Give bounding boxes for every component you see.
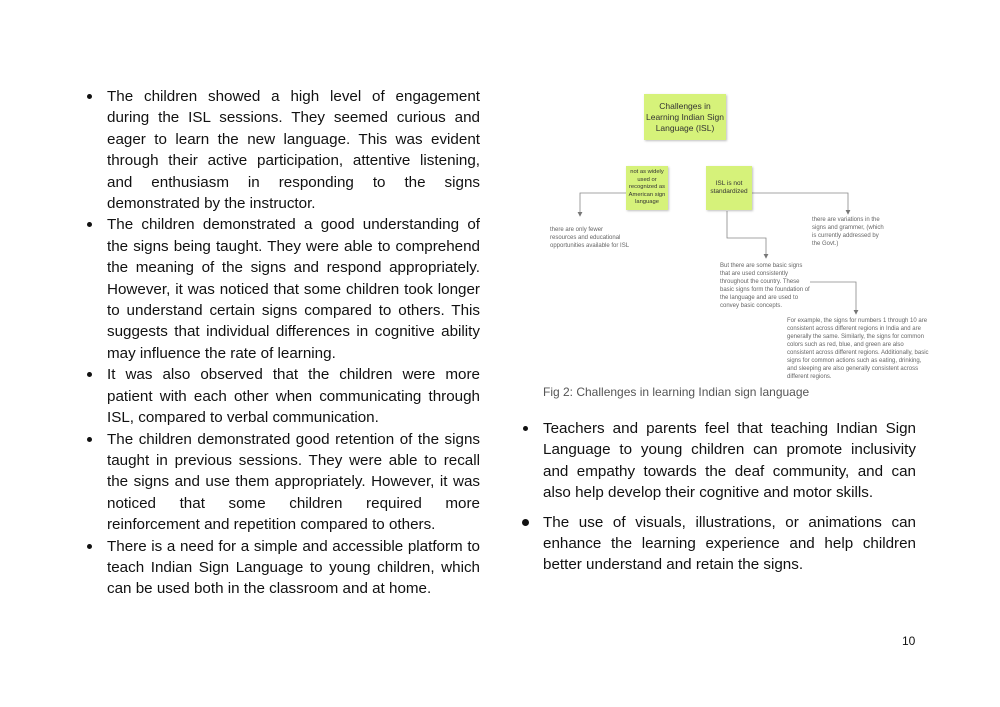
text-example: For example, the signs for numbers 1 through 10 are consistent across different regions in India and are generally the same. Similarly, the signs for common colors such as red, blue, and green are also consistent across different regions. Additionally, basic signs for common actions such as eating, drinking, and sleeping are also generally consistent across different regions. bbox=[787, 318, 929, 380]
note-standardized: ISL is not standardized bbox=[706, 166, 752, 210]
text-variations: there are variations in the signs and grammer, (which is currently addressed by the Govt.) bbox=[812, 217, 884, 247]
text-resources: there are only fewer resources and educational opportunities available for ISL bbox=[550, 227, 630, 249]
left-column bbox=[84, 86, 480, 600]
figure-caption: Fig 2: Challenges in learning Indian sign language bbox=[543, 385, 810, 399]
challenges-diagram bbox=[530, 86, 940, 378]
list-item: The children demonstrated good retention of the signs taught in previous sessions. They were able to recall the signs and use them appropriately. However, it was noticed that some children required more reinforcement and repetition compared to others. bbox=[84, 429, 480, 536]
list-item: Teachers and parents feel that teaching Indian Sign Language to young children can promote inclusivity and empathy towards the deaf community, and can also help develop their cognitive and motor skills. bbox=[520, 418, 916, 504]
right-bullet-list bbox=[520, 418, 916, 576]
text-basic: But there are some basic signs that are used consistently throughout the country. These basic signs form the foundation of the language and are used to convey basic concepts. bbox=[720, 263, 810, 309]
connector-example bbox=[810, 282, 856, 314]
page-number: 10 bbox=[902, 634, 916, 648]
list-item: There is a need for a simple and accessible platform to teach Indian Sign Language to young children, which can be used both in the classroom and at home. bbox=[84, 536, 480, 600]
connector-basic bbox=[727, 211, 766, 258]
list-item: The children showed a high level of engagement during the ISL sessions. They seemed curious and eager to learn the new language. This was evident through their active participation, attentive listening, and enthusiasm in responding to the signs demonstrated by the instructor. bbox=[84, 86, 480, 214]
connector-resources bbox=[580, 193, 626, 216]
list-item: It was also observed that the children were more patient with each other when communicating through ISL, compared to verbal communication. bbox=[84, 364, 480, 428]
connector-variations bbox=[752, 193, 848, 214]
left-bullet-list bbox=[84, 86, 480, 600]
list-item: The children demonstrated a good understanding of the signs being taught. They were able to comprehend the meaning of the signs and respond appropriately. However, it was noticed that some children took longer to understand certain signs compared to others. This suggests that individual differences in cognitive ability may influence the rate of learning. bbox=[84, 214, 480, 364]
list-item: The use of visuals, illustrations, or animations can enhance the learning experience and help children better understand and retain the signs. bbox=[520, 512, 916, 576]
root-note: Challenges in Learning Indian Sign Language (ISL) bbox=[644, 94, 726, 140]
right-column bbox=[520, 418, 916, 584]
note-recognized: not as widely used or recognized as American sign language bbox=[626, 166, 668, 210]
